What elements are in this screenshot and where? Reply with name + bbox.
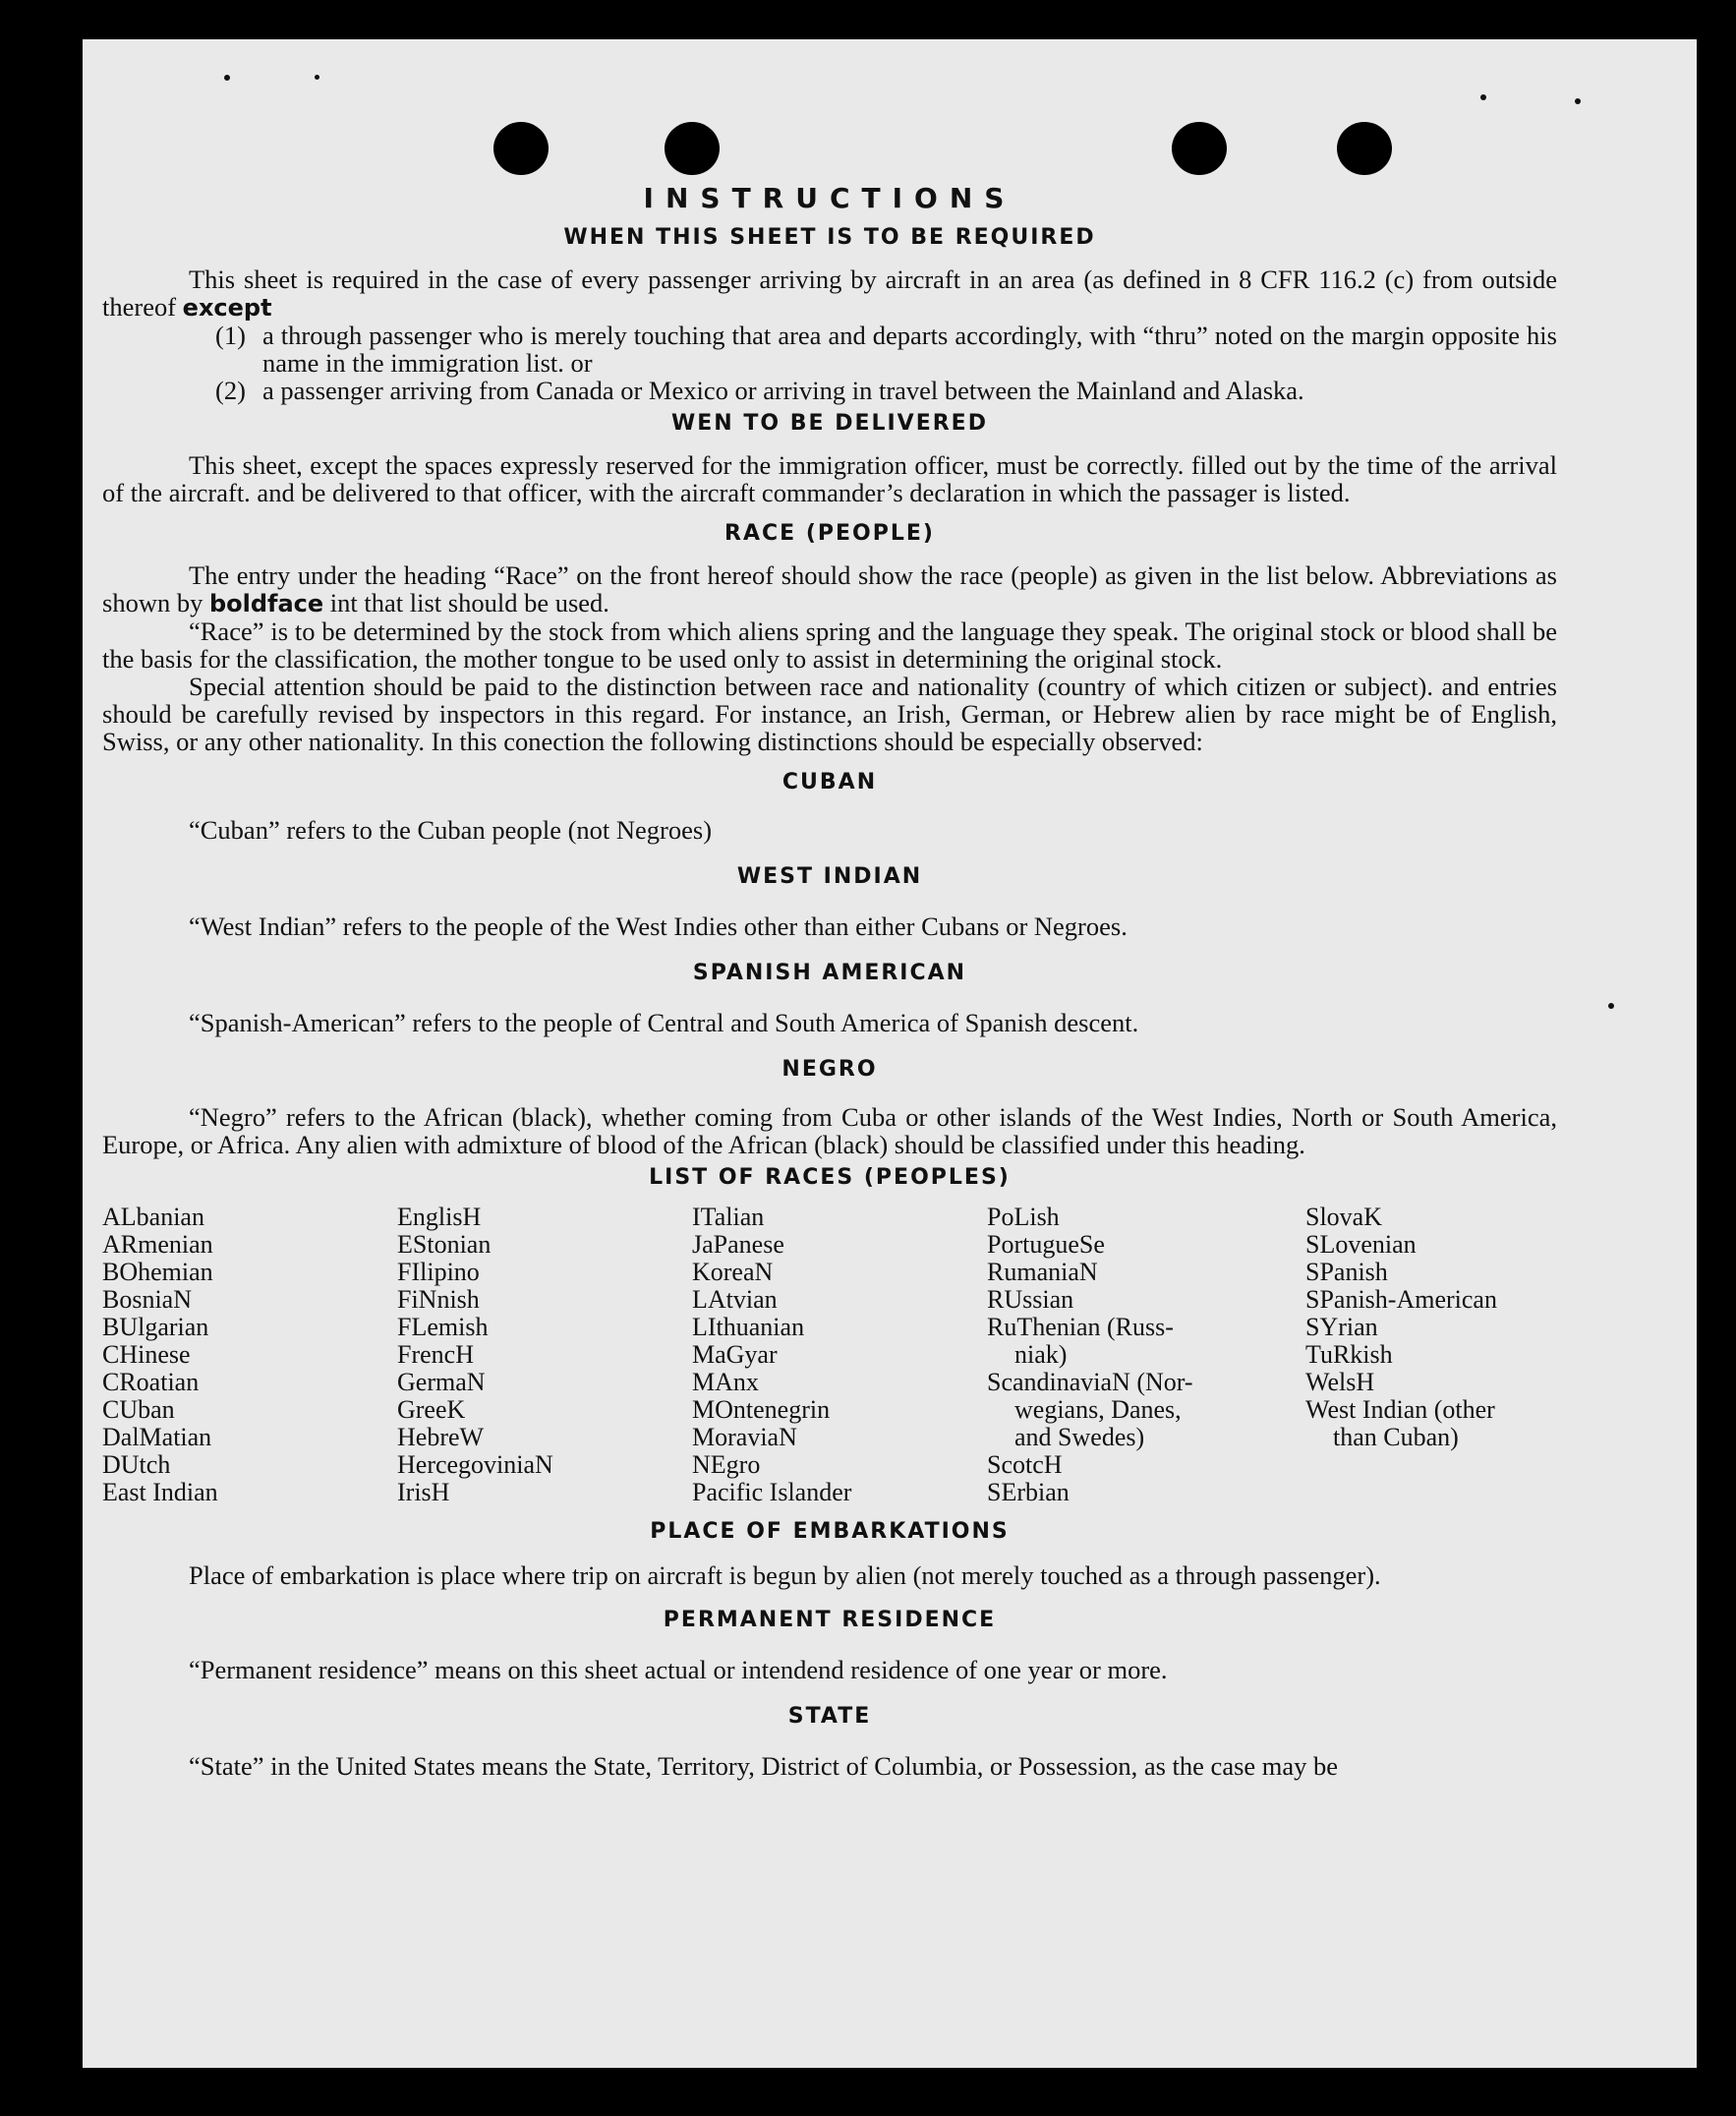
race-item: CUban <box>102 1395 175 1424</box>
heading-embarkation: PLACE OF EMBARKATIONS <box>650 1519 1010 1544</box>
races-column <box>102 1204 397 1506</box>
race-item: Pacific Islander <box>692 1478 852 1506</box>
race-item: JaPanese <box>692 1230 784 1259</box>
heading-race: RACE (PEOPLE) <box>724 521 935 546</box>
list-item: (1) a through passenger who is merely touching that area and departs accordingly, with “thru” noted on the margin opposite his name in the immigration list. or <box>215 321 1557 378</box>
race-paragraph-3: Special attention should be paid to the distinction between race and nationality (country of which citizen or subject). and entries should be carefully revised by inspectors in this regard. For instance, an Irish, German, or Hebrew alien by race might be of English, Swiss, or any other nationality. In this conection the following distinctions should be especially observed: <box>102 672 1557 756</box>
race-item: SYrian <box>1305 1313 1378 1341</box>
race-item: ITalian <box>692 1203 765 1231</box>
speck <box>1608 1003 1614 1009</box>
race-item: RuThenian (Russ- <box>987 1313 1174 1341</box>
heading-list-of-races: LIST OF RACES (PEOPLES) <box>649 1165 1011 1190</box>
race-item: PoLish <box>987 1203 1060 1231</box>
race-item: WelsH <box>1305 1368 1375 1396</box>
races-list <box>102 1204 1557 1506</box>
races-column <box>397 1204 692 1506</box>
race-item: SErbian <box>987 1478 1070 1506</box>
race-item: HercegoviniaN <box>397 1450 553 1479</box>
race-item: SLovenian <box>1305 1230 1417 1259</box>
heading-west-indian: WEST INDIAN <box>736 864 923 889</box>
races-column <box>1305 1204 1557 1506</box>
race-item: KoreaN <box>692 1258 774 1286</box>
race-item: TuRkish <box>1305 1340 1393 1369</box>
page-title: INSTRUCTIONS <box>643 182 1016 214</box>
race-item: MAnx <box>692 1368 759 1396</box>
races-column <box>692 1204 987 1506</box>
bold-except: except <box>182 294 272 322</box>
race-item: CRoatian <box>102 1368 200 1396</box>
race-item: than Cuban) <box>1333 1423 1459 1451</box>
race-item: wegians, Danes, <box>1014 1395 1182 1424</box>
heading-spanish-american: SPANISH AMERICAN <box>692 961 967 985</box>
state-text: “State” in the United States means the State, Territory, District of Columbia, or Possession, as the case may be <box>189 1751 1339 1781</box>
race-item: LIthuanian <box>692 1313 805 1341</box>
race-item: FIlipino <box>397 1258 480 1286</box>
race-item: HebreW <box>397 1423 485 1451</box>
race-item: EStonian <box>397 1230 492 1259</box>
punch-hole <box>665 122 720 175</box>
race-paragraph-2: “Race” is to be determined by the stock from which aliens spring and the language they speak. The original stock or blood shall be the basis for the classification, the mother tongue to be used only to assist in determining the original stock. <box>102 617 1557 674</box>
heading-negro: NEGRO <box>781 1057 878 1082</box>
race-item: East Indian <box>102 1478 218 1506</box>
race-item: SPanish <box>1305 1258 1388 1286</box>
race-item: ARmenian <box>102 1230 213 1259</box>
race-item: NEgro <box>692 1450 761 1479</box>
race-item: SlovaK <box>1305 1203 1382 1231</box>
cuban-text: “Cuban” refers to the Cuban people (not Negroes) <box>189 815 713 845</box>
race-item: CHinese <box>102 1340 191 1369</box>
instructions-body <box>102 182 1557 1781</box>
speck <box>1480 94 1486 100</box>
race-item: RumaniaN <box>987 1258 1098 1286</box>
race-item: SPanish-American <box>1305 1285 1497 1314</box>
race-item: GermaN <box>397 1368 486 1396</box>
race-item: West Indian (other <box>1305 1395 1495 1424</box>
race-item: PortugueSe <box>987 1230 1105 1259</box>
embarkation-text: Place of embarkation is place where trip on aircraft is begun by alien (not merely touched as a through passenger). <box>189 1560 1381 1590</box>
race-item: FrencH <box>397 1340 474 1369</box>
punch-hole <box>1172 122 1227 175</box>
race-item: RUssian <box>987 1285 1074 1314</box>
document-page <box>83 39 1697 2068</box>
residence-text: “Permanent residence” means on this sheet actual or intendend residence of one year or more. <box>189 1655 1168 1684</box>
race-item: GreeK <box>397 1395 466 1424</box>
race-item: MaGyar <box>692 1340 778 1369</box>
heading-required: WHEN THIS SHEET IS TO BE REQUIRED <box>563 225 1096 250</box>
spanish-american-text: “Spanish-American” refers to the people of Central and South America of Spanish descent. <box>189 1008 1139 1037</box>
race-item: FiNnish <box>397 1285 480 1314</box>
race-item: MOntenegrin <box>692 1395 831 1424</box>
race-item: BosniaN <box>102 1285 192 1314</box>
required-intro: This sheet is required in the case of every passenger arriving by aircraft in an area (as defined in 8 CFR 116.2 (c) from outside thereof except <box>102 264 1557 322</box>
race-item: ALbanian <box>102 1203 204 1231</box>
race-item: niak) <box>1014 1340 1068 1369</box>
races-column <box>987 1204 1305 1506</box>
heading-state: STATE <box>787 1704 872 1729</box>
speck <box>315 75 319 80</box>
race-item: FLemish <box>397 1313 489 1341</box>
west-indian-text: “West Indian” refers to the people of the West Indies other than either Cubans or Negroes. <box>189 911 1128 941</box>
punch-hole <box>493 122 549 175</box>
race-item: ScandinaviaN (Nor- <box>987 1368 1193 1396</box>
race-paragraph-1: The entry under the heading “Race” on the front hereof should show the race (people) as given in the list below. Abbreviations as shown by boldface int that list should be used. <box>102 560 1557 617</box>
heading-permanent-residence: PERMANENT RESIDENCE <box>663 1608 997 1632</box>
race-item: ScotcH <box>987 1450 1063 1479</box>
race-item: IrisH <box>397 1478 450 1506</box>
race-item: MoraviaN <box>692 1423 797 1451</box>
race-item: BOhemian <box>102 1258 213 1286</box>
speck <box>1575 98 1581 104</box>
race-item: EnglisH <box>397 1203 482 1231</box>
heading-delivered: WEN TO BE DELIVERED <box>671 411 988 436</box>
race-item: and Swedes) <box>1014 1423 1145 1451</box>
race-item: DUtch <box>102 1450 171 1479</box>
delivered-text: This sheet, except the spaces expressly reserved for the immigration officer, must be correctly. filled out by the time of the arrival of the aircraft. and be delivered to that officer, with the aircraft commander’s declaration in which the passager is listed. <box>102 450 1557 507</box>
heading-cuban: CUBAN <box>781 770 878 794</box>
race-item: BUlgarian <box>102 1313 209 1341</box>
punch-hole <box>1337 122 1392 175</box>
race-item: DalMatian <box>102 1423 212 1451</box>
speck <box>224 75 230 81</box>
race-item: LAtvian <box>692 1285 778 1314</box>
negro-text: “Negro” refers to the African (black), whether coming from Cuba or other islands of the West Indies, North or South America, Europe, or Africa. Any alien with admixture of blood of the African (black) should be classified under this heading. <box>102 1102 1557 1159</box>
bold-boldface: boldface <box>208 590 324 617</box>
list-item: (2) a passenger arriving from Canada or Mexico or arriving in travel between the Mainland and Alaska. <box>215 376 1304 405</box>
